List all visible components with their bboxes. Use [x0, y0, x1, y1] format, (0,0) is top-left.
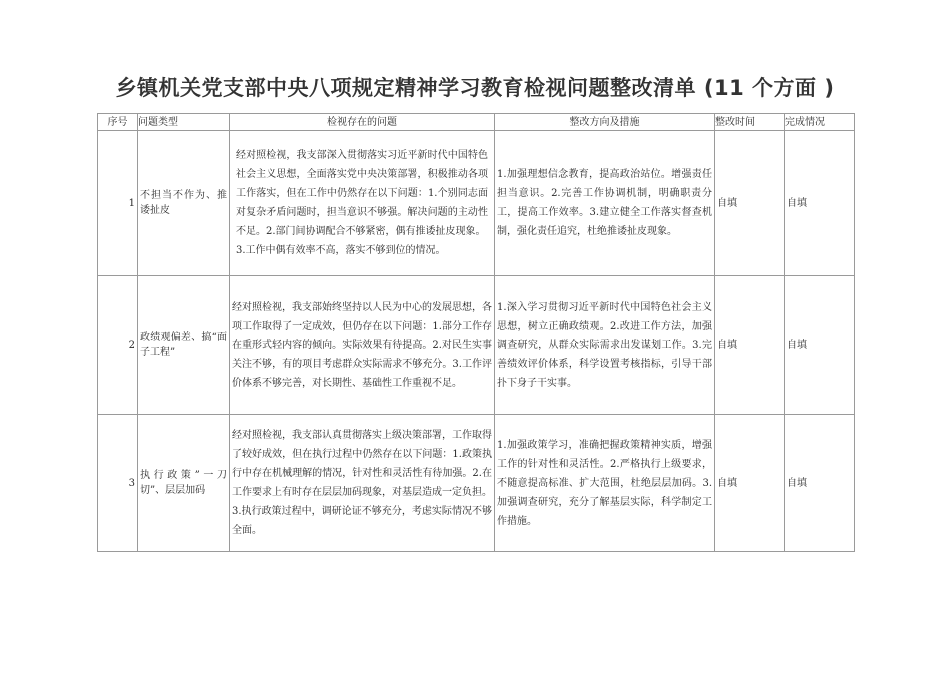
row-issue: 经对照检视，我支部认真贯彻落实上级决策部署，工作取得了较好成效，但在执行过程中仍然存在以下问题：1.政策执行中存在机械理解的情况，针对性和灵活性有待加强。2.在工作要求上有时存在层层加码现象，对基层造成一定负担。3.执行政策过程中，调研论证不够充分，考虑实际情况不够全面。 — [230, 415, 495, 552]
table-row — [98, 276, 855, 415]
row-issue: 经对照检视，我支部始终坚持以人民为中心的发展思想，各项工作取得了一定成效，但仍存在以下问题：1.部分工作存在重形式轻内容的倾向。实际效果有待提高。2.对民生实事关注不够，有的项目考虑群众实际需求不够充分。3.工作评价体系不够完善，对长期性、基础性工作重视不足。 — [230, 276, 495, 415]
row-measure: 1.深入学习贯彻习近平新时代中国特色社会主义思想，树立正确政绩观。2.改进工作方法，加强调查研究，从群众实际需求出发谋划工作。3.完善绩效评价体系，科学设置考核指标，引导干部扑下身子干实事。 — [495, 276, 715, 415]
issue-text: 经对照检视，我支部深入贯彻落实习近平新时代中国特色社会主义思想，全面落实党中央决策部署，积极推动各项工作落实，但在工作中仍然存在以下问题：1.个别同志面对复杂矛盾问题时，担当意识不够强。解决问题的主动性不足。2.部门间协调配合不够紧密，偶有推诿扯皮现象。 — [236, 150, 488, 237]
row-measure: 1.加强理想信念教育，提高政治站位。增强责任担当意识。2.完善工作协调机制，明确职责分工，提高工作效率。3.建立健全工作落实督查机制，强化责任追究，杜绝推诿扯皮现象。 — [495, 131, 715, 276]
header-no: 序号 — [98, 114, 138, 131]
row-issue — [230, 131, 495, 276]
header-time: 整改时间 — [715, 114, 785, 131]
header-status: 完成情况 — [785, 114, 855, 131]
row-time: 自填 — [715, 415, 785, 552]
row-type: 执行政策”一刀切”、层层加码 — [138, 415, 230, 552]
rectification-table — [97, 113, 855, 552]
header-issue: 检视存在的问题 — [230, 114, 495, 131]
issue-extra-text: 3.工作中偶有效率不高，落实不够到位的情况。 — [236, 245, 446, 256]
table-row — [98, 131, 855, 276]
row-status: 自填 — [785, 415, 855, 552]
row-type: 政绩观偏差、搞“面子工程” — [138, 276, 230, 415]
header-measure: 整改方向及措施 — [495, 114, 715, 131]
row-no: 3 — [98, 415, 138, 552]
row-no: 1 — [98, 131, 138, 276]
row-type: 不担当不作为、推诿扯皮 — [138, 131, 230, 276]
row-status: 自填 — [785, 276, 855, 415]
header-row — [98, 114, 855, 131]
page-title: 乡镇机关党支部中央八项规定精神学习教育检视问题整改清单 (11 个方面 ) — [115, 76, 835, 100]
header-type: 问题类型 — [138, 114, 230, 131]
row-time: 自填 — [715, 276, 785, 415]
row-no: 2 — [98, 276, 138, 415]
row-time: 自填 — [715, 131, 785, 276]
row-status: 自填 — [785, 131, 855, 276]
table-row — [98, 415, 855, 552]
row-measure: 1.加强政策学习，准确把握政策精神实质，增强工作的针对性和灵活性。2.严格执行上级要求，不随意提高标准、扩大范围，杜绝层层加码。3.加强调查研究，充分了解基层实际，科学制定工作措施。 — [495, 415, 715, 552]
